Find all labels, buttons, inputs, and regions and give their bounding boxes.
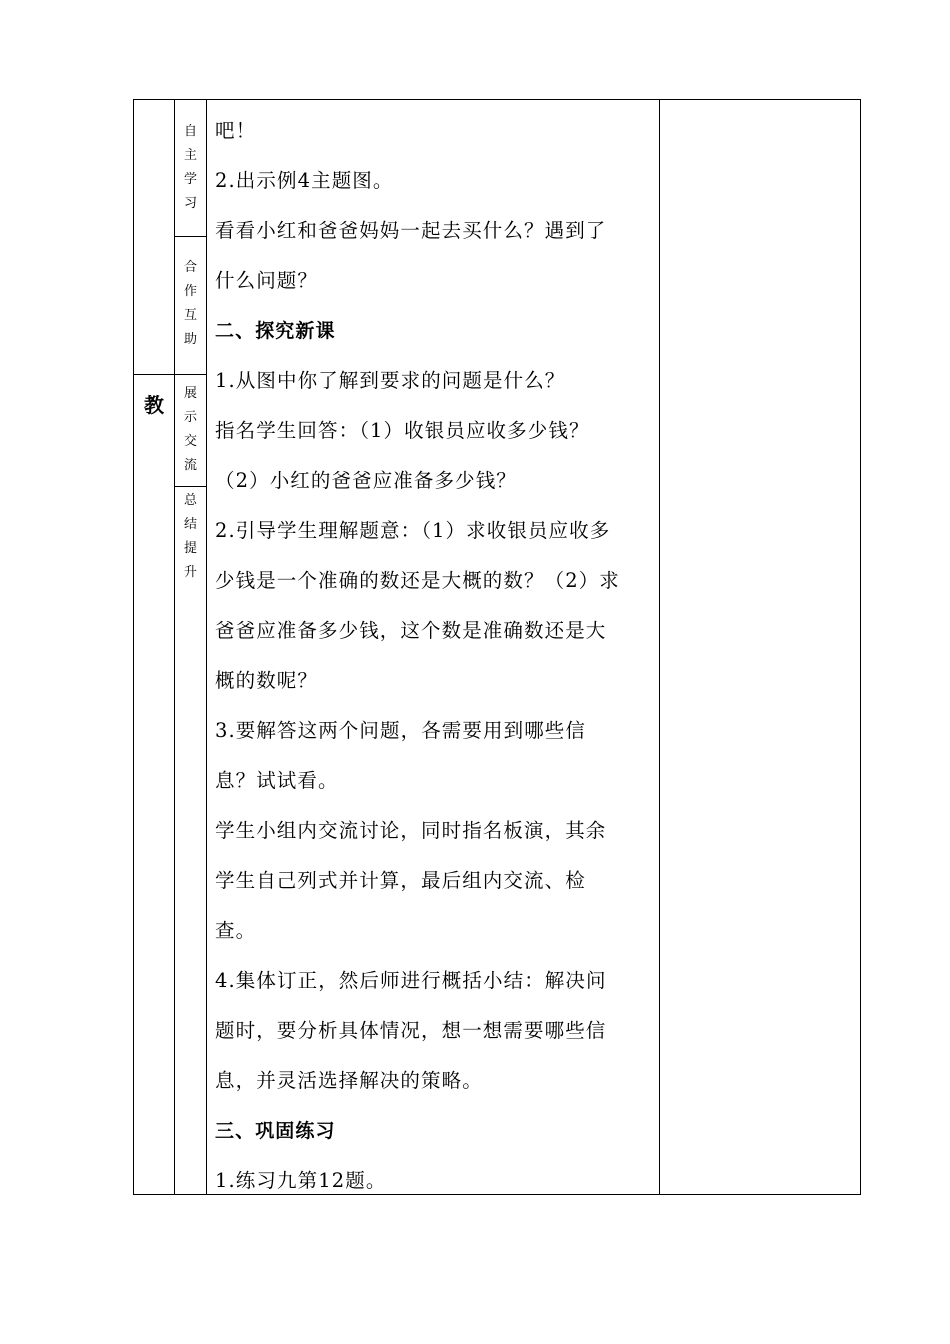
stage-char: 互 bbox=[183, 308, 197, 323]
stage-char: 合 bbox=[183, 260, 197, 275]
content-line: 什么问题？ bbox=[215, 269, 319, 292]
content-line: 1.练习九第12题。 bbox=[215, 1169, 387, 1192]
stage-char: 作 bbox=[183, 284, 197, 299]
content-line: （2）小红的爸爸应准备多少钱？ bbox=[215, 469, 517, 492]
stage-char: 流 bbox=[183, 458, 197, 473]
content-line: 概的数呢？ bbox=[215, 669, 319, 692]
content-line: 学生小组内交流讨论，同时指名板演，其余 bbox=[215, 819, 607, 842]
grid-divider bbox=[174, 486, 206, 487]
stage-char: 提 bbox=[183, 541, 197, 556]
stage-char: 主 bbox=[183, 148, 197, 163]
content-line: 题时，要分析具体情况，想一想需要哪些信 bbox=[215, 1019, 607, 1042]
content-line: 4.集体订正，然后师进行概括小结：解决问 bbox=[215, 969, 607, 992]
content-line: 爸爸应准备多少钱，这个数是准确数还是大 bbox=[215, 619, 607, 642]
lesson-plan-table bbox=[133, 99, 861, 1195]
grid-divider bbox=[206, 100, 207, 1194]
content-line: 1.从图中你了解到要求的问题是什么？ bbox=[215, 369, 566, 392]
content-line: 查。 bbox=[215, 919, 257, 942]
stage-char: 升 bbox=[183, 565, 197, 580]
stage-char: 展 bbox=[183, 386, 197, 401]
grid-divider bbox=[174, 236, 206, 237]
grid-divider bbox=[659, 100, 660, 1194]
stage-char: 习 bbox=[183, 196, 197, 211]
content-line: 息，并灵活选择解决的策略。 bbox=[215, 1069, 483, 1092]
content-line: 少钱是一个准确的数还是大概的数？（2）求 bbox=[215, 569, 620, 592]
content-line: 看看小红和爸爸妈妈一起去买什么？遇到了 bbox=[215, 219, 607, 242]
content-line: 3.要解答这两个问题，各需要用到哪些信 bbox=[215, 719, 587, 742]
content-line: 2.引导学生理解题意：（1）求收银员应收多 bbox=[215, 519, 611, 542]
grid-divider bbox=[134, 374, 174, 375]
content-line: 2.出示例4主题图。 bbox=[215, 169, 394, 192]
stage-char: 学 bbox=[183, 172, 197, 187]
stage-label-presentation bbox=[175, 382, 206, 478]
stage-char: 结 bbox=[183, 517, 197, 532]
grid-divider bbox=[174, 374, 206, 375]
section-label: 教 bbox=[144, 393, 164, 417]
lesson-content bbox=[215, 106, 657, 1206]
content-line: 学生自己列式并计算，最后组内交流、检 bbox=[215, 869, 586, 892]
stage-char: 交 bbox=[183, 434, 197, 449]
stage-label-self-study bbox=[175, 120, 206, 216]
section-heading: 三、巩固练习 bbox=[215, 1120, 336, 1142]
stage-char: 助 bbox=[183, 332, 197, 347]
stage-char: 自 bbox=[183, 124, 197, 139]
stage-label-summary bbox=[175, 489, 206, 585]
content-line: 息？试试看。 bbox=[215, 769, 339, 792]
content-line: 吧！ bbox=[215, 119, 257, 142]
stage-label-cooperation bbox=[175, 256, 206, 352]
stage-char: 示 bbox=[183, 410, 197, 425]
section-heading: 二、探究新课 bbox=[215, 320, 336, 342]
content-line: 指名学生回答：（1）收银员应收多少钱？ bbox=[215, 419, 590, 442]
stage-char: 总 bbox=[183, 493, 197, 508]
